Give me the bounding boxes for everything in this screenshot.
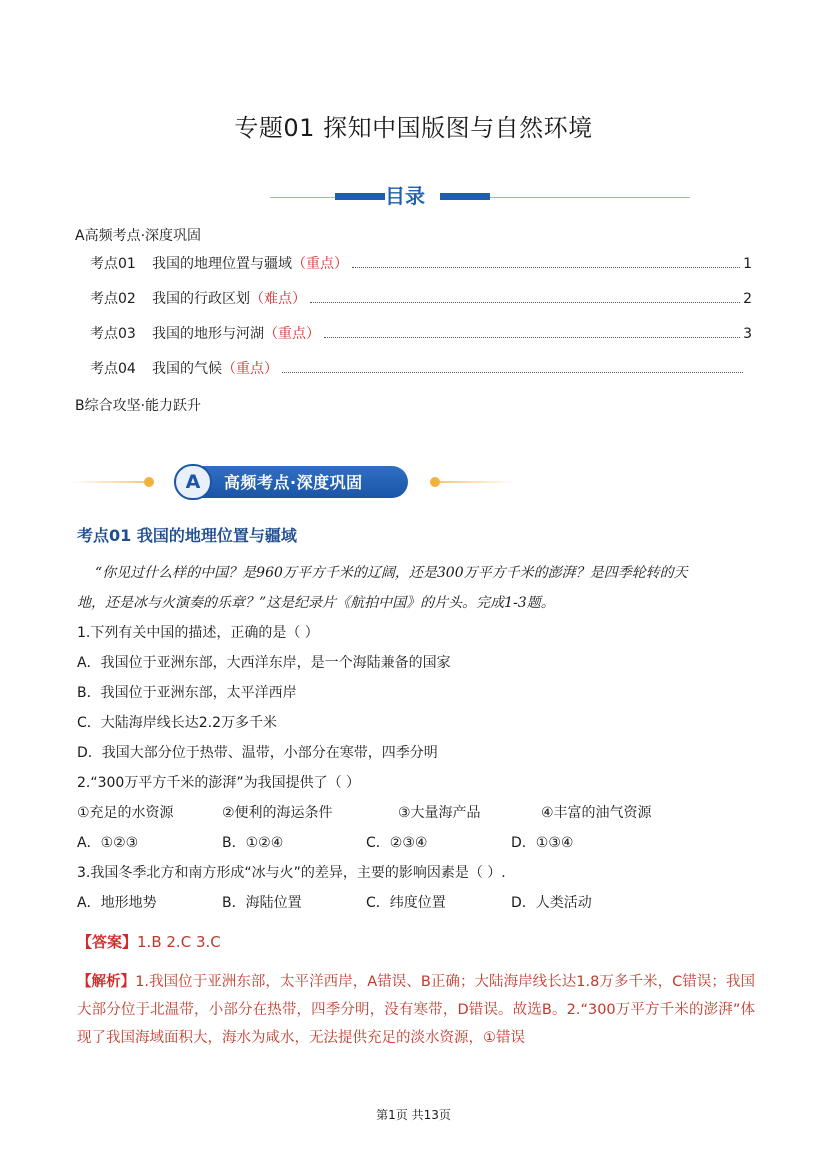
question-3: 3.我国冬季北方和南方形成“冰与火”的差异，主要的影响因素是（ ）. [77, 865, 506, 881]
toc-item-page: 1 [743, 256, 752, 272]
q1-option-c: C．大陆海岸线长达2.2万多千米 [77, 715, 278, 731]
q2-option-c: C．②③④ [366, 835, 428, 851]
toc-item-tag: （重点） [264, 326, 320, 342]
analysis-text: 1.我国位于亚洲东部，太平洋西岸，A错误、B正确；大陆海岸线长达1.8万多千米，C错误；我国大部分位于北温带，小部分在热带，四季分明，没有寒带，D错误。故选B。2.“300万平方千米的澎湃”体现了我国海域面积大，海水为咸水，无法提供充足的淡水资源，①错误 [77, 974, 755, 1046]
toc-item-tag: （难点） [250, 291, 306, 307]
toc-label: 目录 [385, 184, 425, 208]
toc-item-name: 我国的气候 [152, 361, 222, 377]
banner-dot-left [144, 477, 154, 487]
answer-text: 1.B 2.C 3.C [137, 933, 221, 951]
page-title: 专题01 探知中国版图与自然环境 [234, 114, 593, 142]
analysis-tag: 【解析】 [77, 974, 136, 990]
page-footer: 第1页 共13页 [376, 1108, 451, 1122]
toc-item-page: 2 [743, 291, 752, 307]
q1-option-d: D．我国大部分位于热带、温带，小部分在寒带，四季分明 [77, 745, 438, 761]
toc-item-tag: （重点） [292, 256, 348, 272]
intro-line-2: 地，还是冰与火演奏的乐章？”这是纪录片《航拍中国》的片头。完成1-3题。 [77, 595, 555, 611]
section-letter-badge: A [174, 464, 212, 500]
q3-option-b: B．海陆位置 [222, 895, 302, 911]
analysis-paragraph [77, 968, 755, 1052]
toc-item-1[interactable] [90, 253, 752, 273]
toc-item-3[interactable] [90, 323, 752, 343]
toc-section-a[interactable]: A高频考点·深度巩固 [75, 228, 202, 244]
section-banner [70, 462, 520, 502]
toc-banner [270, 180, 690, 208]
q2-option-a: A．①②③ [77, 835, 139, 851]
answer-line [77, 931, 221, 952]
toc-item-code: 考点02 [90, 291, 136, 307]
toc-item-code: 考点03 [90, 326, 136, 342]
toc-item-name: 我国的地理位置与疆域 [152, 256, 292, 272]
q1-option-a: A．我国位于亚洲东部，大西洋东岸，是一个海陆兼备的国家 [77, 655, 451, 671]
toc-rule-left [270, 197, 335, 198]
answer-tag: 【答案】 [77, 933, 138, 951]
toc-item-code: 考点04 [90, 361, 136, 377]
q3-option-c: C．纬度位置 [366, 895, 446, 911]
toc-rule-right [490, 197, 690, 198]
q3-option-a: A．地形地势 [77, 895, 157, 911]
toc-leader [282, 372, 743, 373]
toc-leader [352, 267, 740, 268]
banner-dot-right [430, 477, 440, 487]
toc-item-2[interactable] [90, 288, 752, 308]
toc-item-code: 考点01 [90, 256, 136, 272]
intro-line-1: “你见过什么样的中国？是960万平方千米的辽阔，还是300万平方千米的澎湃？是四季轮转的天 [95, 565, 688, 581]
q3-option-d: D．人类活动 [511, 895, 592, 911]
q2-item-4: ④丰富的油气资源 [541, 805, 652, 821]
banner-rule-left [70, 481, 148, 483]
q2-item-3: ③大量海产品 [398, 805, 481, 821]
toc-section-b[interactable]: B综合攻坚·能力跃升 [75, 398, 202, 414]
section-title: 高频考点·深度巩固 [224, 473, 363, 492]
toc-item-page: 3 [743, 326, 752, 342]
q2-option-b: B．①②④ [222, 835, 284, 851]
q2-option-d: D．①③④ [511, 835, 574, 851]
toc-item-tag: （重点） [222, 361, 278, 377]
banner-rule-right [440, 481, 515, 483]
q2-item-1: ①充足的水资源 [77, 805, 174, 821]
toc-item-4[interactable] [90, 358, 752, 378]
question-1: 1.下列有关中国的描述，正确的是（ ） [77, 625, 319, 641]
toc-leader [310, 302, 740, 303]
toc-bar-left [335, 193, 385, 200]
toc-bar-right [440, 193, 490, 200]
toc-item-name: 我国的地形与河湖 [152, 326, 264, 342]
kp-heading: 考点01 我国的地理位置与疆域 [77, 526, 297, 545]
toc-leader [324, 337, 740, 338]
q2-item-2: ②便利的海运条件 [222, 805, 333, 821]
question-2: 2.“300万平方千米的澎湃”为我国提供了（ ） [77, 775, 361, 791]
q1-option-b: B．我国位于亚洲东部，太平洋西岸 [77, 685, 297, 701]
toc-item-name: 我国的行政区划 [152, 291, 250, 307]
